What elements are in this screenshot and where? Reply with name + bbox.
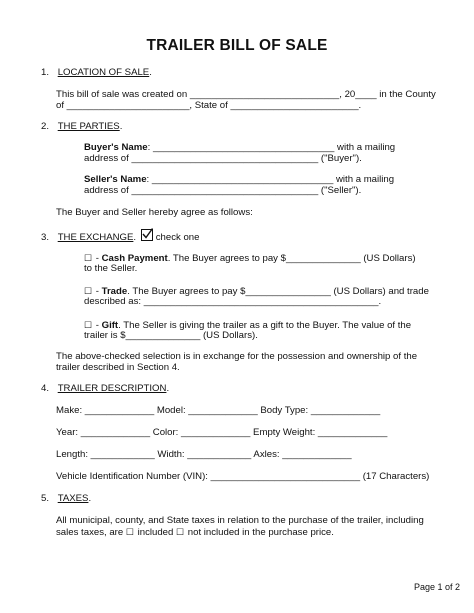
section-title: TRAILER DESCRIPTION — [57, 383, 167, 394]
state-label: , State of — [189, 100, 228, 111]
year-prefix: , 20 — [339, 89, 356, 100]
currency-label: (US Dollars) and trade — [330, 286, 429, 297]
sales-taxes-label: sales taxes, are — [56, 527, 124, 538]
gift-line-2 — [84, 330, 258, 342]
dash: - — [93, 320, 102, 331]
section-1-heading — [41, 67, 152, 79]
trade-described-label: described as: — [84, 296, 142, 307]
period: . — [149, 67, 152, 78]
sale-location-line — [56, 100, 361, 112]
currency-label: (US Dollars). — [200, 330, 258, 341]
period: . — [166, 383, 170, 394]
gift-value-field[interactable]: ______________ — [125, 330, 201, 341]
trade-description-field[interactable]: ____________________________________________ — [141, 296, 379, 307]
color-label: Color: — [150, 427, 179, 438]
make-model-line — [56, 405, 380, 417]
gift-text: . The Seller is giving the trailer as a gift to the Buyer. The value of the — [118, 320, 412, 331]
trade-line-2 — [84, 296, 381, 308]
checkbox-gift[interactable]: ☐ — [84, 320, 93, 330]
section-number: 4. — [41, 383, 50, 394]
checkbox-tax-not-included[interactable]: ☐ — [176, 527, 185, 537]
address-label: address of — [84, 185, 129, 196]
section-title: THE PARTIES — [57, 121, 120, 132]
section-4-heading — [41, 383, 169, 395]
checkbox-trade[interactable]: ☐ — [84, 286, 93, 296]
taxes-line-2 — [56, 526, 334, 539]
county-label: in the County — [376, 89, 436, 100]
axles-label: Axles: — [251, 449, 280, 460]
width-field[interactable]: ____________ — [184, 449, 252, 460]
address-label: address of — [84, 153, 129, 164]
period: . — [378, 296, 382, 307]
section-number: 2. — [41, 121, 50, 132]
seller-address-field[interactable]: ___________________________________ — [128, 185, 319, 196]
checkbox-tax-included[interactable]: ☐ — [125, 527, 134, 537]
sale-year-field[interactable]: ____ — [355, 89, 377, 100]
colon: : — [146, 174, 150, 185]
taxes-line-1: All municipal, county, and State taxes in relation to the purchase of the trailer, including — [56, 515, 424, 526]
exchange-closing-line-1: The above-checked selection is in exchange for the possession and ownership of the — [56, 351, 418, 362]
mailing-label: with a mailing — [334, 142, 396, 153]
empty-weight-label: Empty Weight: — [250, 427, 316, 438]
section-2-heading — [41, 121, 122, 133]
state-field[interactable]: ________________________ — [227, 100, 359, 111]
mailing-label: with a mailing — [333, 174, 395, 185]
check-one-label: check one — [155, 232, 200, 243]
buyer-designation: ("Buyer"). — [318, 153, 362, 164]
currency-label: (US Dollars) — [360, 253, 416, 264]
model-field[interactable]: _____________ — [185, 405, 258, 416]
vin-line — [56, 471, 429, 483]
vin-label: Vehicle Identification Number (VIN): — [56, 471, 208, 482]
checked-checkbox-icon — [141, 229, 153, 241]
included-label: included — [134, 527, 177, 538]
section-5-heading — [41, 493, 91, 505]
page-number: Page 1 of 2 — [413, 582, 460, 592]
year-field[interactable]: _____________ — [78, 427, 151, 438]
buyer-name-field[interactable]: __________________________________ — [150, 142, 335, 153]
year-color-line — [56, 427, 387, 439]
body-type-label: Body Type: — [257, 405, 309, 416]
make-field[interactable]: _____________ — [82, 405, 155, 416]
section-title: THE EXCHANGE — [57, 232, 134, 243]
trailer-value-label: trailer is $ — [84, 330, 126, 341]
section-number: 1. — [41, 67, 50, 78]
seller-name-field[interactable]: __________________________________ — [149, 174, 334, 185]
cash-amount-field[interactable]: ______________ — [285, 253, 361, 264]
buyer-name-label: Buyer's Name — [84, 142, 148, 153]
make-label: Make: — [56, 405, 83, 416]
vin-characters-note: (17 Characters) — [360, 471, 430, 482]
agreement-text: The Buyer and Seller hereby agree as follows: — [56, 207, 253, 218]
buyer-address-line — [84, 153, 362, 165]
length-field[interactable]: ____________ — [88, 449, 155, 460]
cash-payment-line-2: to the Seller. — [84, 263, 138, 274]
dash: - — [93, 253, 102, 264]
checkbox-cash[interactable]: ☐ — [84, 253, 93, 263]
length-label: Length: — [56, 449, 89, 460]
trade-label: Trade — [101, 286, 128, 297]
cash-payment-text: . The Buyer agrees to pay $ — [167, 253, 286, 264]
county-field[interactable]: _______________________ — [64, 100, 190, 111]
model-label: Model: — [154, 405, 186, 416]
of-label: of — [56, 100, 65, 111]
sale-date-label: This bill of sale was created on — [56, 89, 188, 100]
section-number: 3. — [41, 232, 50, 243]
colon: : — [147, 142, 151, 153]
trade-text: . The Buyer agrees to pay $ — [127, 286, 246, 297]
seller-designation: ("Seller"). — [318, 185, 362, 196]
section-title: TAXES — [57, 493, 89, 504]
axles-field[interactable]: _____________ — [279, 449, 352, 460]
not-included-label: not included in the purchase price. — [185, 527, 334, 538]
seller-address-line — [84, 185, 361, 197]
body-type-field[interactable]: _____________ — [308, 405, 381, 416]
vin-field[interactable]: ____________________________ — [207, 471, 361, 482]
period: . — [133, 232, 137, 243]
year-label: Year: — [56, 427, 79, 438]
document-title: TRAILER BILL OF SALE — [146, 37, 328, 54]
width-label: Width: — [154, 449, 185, 460]
exchange-closing-line-2: trailer described in Section 4. — [56, 362, 180, 373]
empty-weight-field[interactable]: _____________ — [315, 427, 388, 438]
dimensions-line — [56, 449, 352, 461]
cash-payment-label: Cash Payment — [101, 253, 168, 264]
section-title: LOCATION OF SALE — [57, 67, 150, 78]
trade-amount-field[interactable]: ________________ — [245, 286, 331, 297]
dash: - — [93, 286, 102, 297]
period: . — [358, 100, 362, 111]
period: . — [88, 493, 92, 504]
sale-date-field[interactable]: ____________________________ — [189, 89, 340, 100]
section-number: 5. — [41, 493, 50, 504]
color-field[interactable]: _____________ — [178, 427, 251, 438]
buyer-address-field[interactable]: ___________________________________ — [128, 153, 319, 164]
section-3-heading — [41, 229, 199, 244]
gift-label: Gift — [101, 320, 119, 331]
period: . — [119, 121, 123, 132]
seller-name-label: Seller's Name — [84, 174, 147, 185]
